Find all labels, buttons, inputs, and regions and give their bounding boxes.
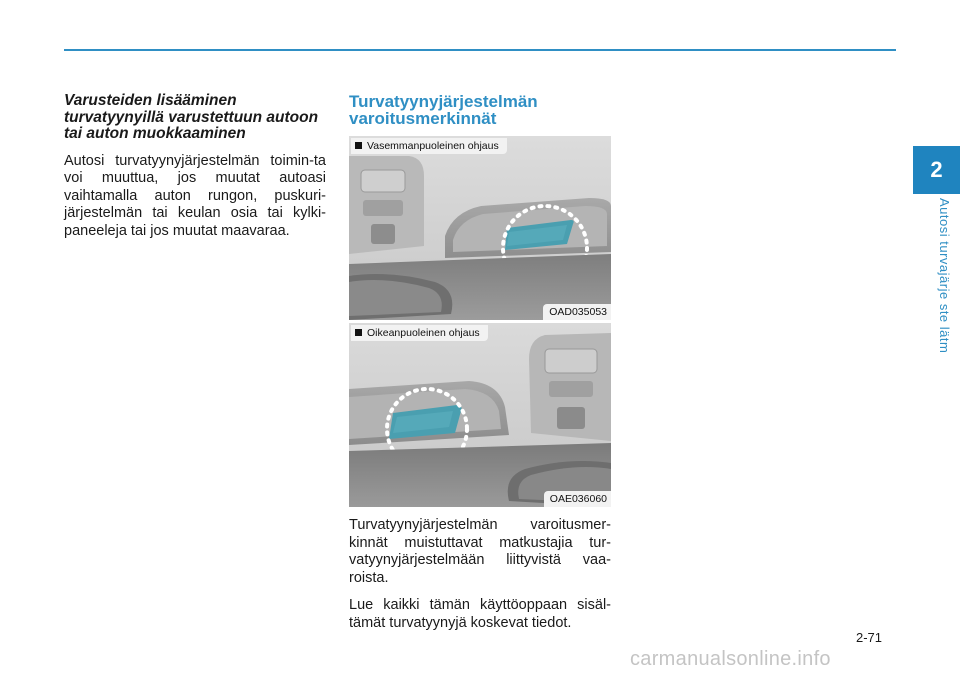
modification-heading: Varusteiden lisääminen turvatyynyillä varustettuun autoon tai auton muokkaaminen: [64, 92, 319, 142]
page-number: 2-71: [856, 630, 883, 645]
photo-code-lhd: OAD035053: [543, 304, 611, 320]
modification-text: Autosi turvatyynyjärjestelmän toimin-ta voi muuttua, jos muutat autoasi vaihtamalla auton rungon, puskuri-järjestelmän tai keulan osia tai kylki-paneeleja tai jos muutat maavaraa.: [64, 152, 326, 239]
left-column: [64, 93, 326, 250]
chapter-number-tab[interactable]: [913, 146, 960, 194]
photo-label-rhd: [351, 325, 488, 341]
header-rule: [64, 49, 896, 51]
photo-label-lhd-text: Vasemmanpuoleinen ohjaus: [367, 140, 499, 152]
watermark: carmanualsonline.info: [630, 648, 831, 670]
read-manual-text: Lue kaikki tämän käyttöoppaan sisäl-tämät turvatyynyjä koskevat tiedot.: [349, 597, 611, 631]
warning-labels-heading: Turvatyynyjärjestelmän varoitusmerkinnät: [349, 92, 538, 128]
square-bullet-icon: [355, 142, 362, 149]
photo-label-rhd-text: Oikeanpuoleinen ohjaus: [367, 327, 480, 339]
square-bullet-icon: [355, 329, 362, 336]
chapter-number: 2: [930, 157, 943, 182]
chapter-title: Autosi turvajärje ste lätm: [937, 198, 952, 354]
right-column: [349, 93, 611, 642]
photo-code-rhd: OAE036060: [544, 491, 611, 507]
warning-labels-text: Turvatyynyjärjestelmän varoitusmer-kinnät muistuttavat matkustajia tur-vatyynyjärjestelmään liittyvistä vaa-roista.: [349, 517, 611, 586]
photo-left-hand-drive: [349, 136, 611, 320]
photo-right-hand-drive: [349, 323, 611, 507]
photo-label-lhd: [351, 138, 507, 154]
sun-visor-illustration-lhd: [349, 136, 611, 320]
sun-visor-illustration-rhd: [349, 323, 611, 507]
